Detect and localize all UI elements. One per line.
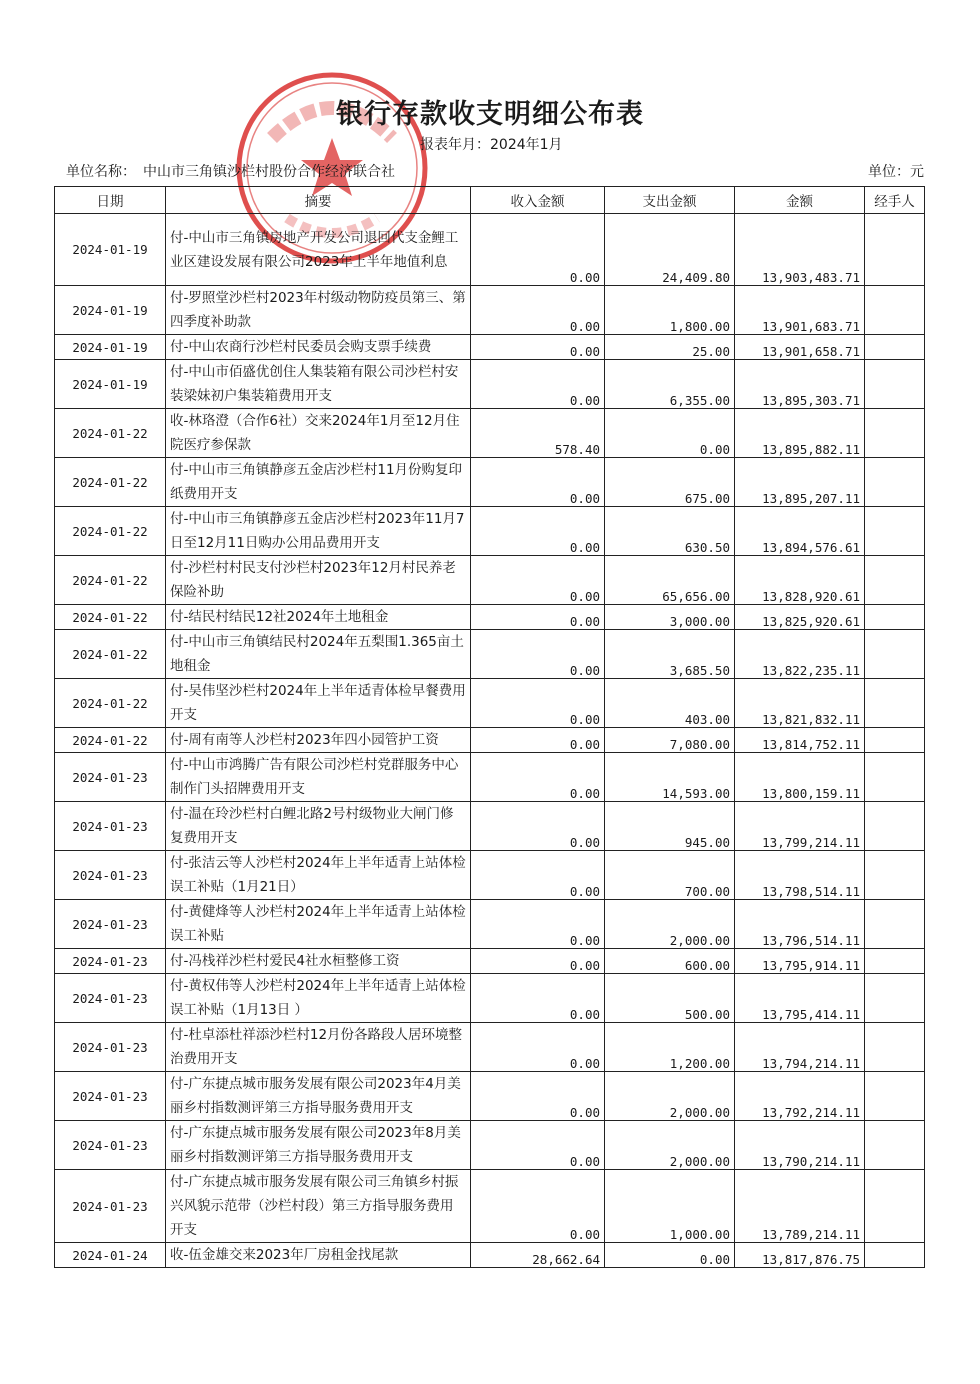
income-cell: 0.00 [471, 360, 605, 409]
expense-cell: 3,000.00 [605, 605, 735, 630]
balance-cell: 13,795,914.11 [735, 949, 865, 974]
col-income: 收入金额 [471, 187, 605, 214]
handler-cell [865, 630, 925, 679]
handler-cell [865, 1121, 925, 1170]
expense-cell: 25.00 [605, 335, 735, 360]
handler-cell [865, 605, 925, 630]
income-cell: 0.00 [471, 458, 605, 507]
table-row [55, 1243, 925, 1268]
summary-cell: 收-伍金雄交来2023年厂房租金找尾款 [166, 1243, 471, 1268]
summary-cell: 付-中山市鸿腾广告有限公司沙栏村党群服务中心制作门头招牌费用开支 [166, 753, 471, 802]
expense-cell: 675.00 [605, 458, 735, 507]
date-cell: 2024-01-22 [55, 728, 166, 753]
expense-cell: 403.00 [605, 679, 735, 728]
expense-cell: 1,000.00 [605, 1170, 735, 1243]
income-cell: 0.00 [471, 728, 605, 753]
table-row [55, 1170, 925, 1243]
summary-cell: 付-广东捷点城市服务发展有限公司2023年4月美丽乡村指数测评第三方指导服务费用开支 [166, 1072, 471, 1121]
table-row [55, 1023, 925, 1072]
balance-cell: 13,825,920.61 [735, 605, 865, 630]
balance-cell: 13,828,920.61 [735, 556, 865, 605]
balance-cell: 13,895,207.11 [735, 458, 865, 507]
table-row [55, 949, 925, 974]
balance-cell: 13,790,214.11 [735, 1121, 865, 1170]
balance-cell: 13,901,658.71 [735, 335, 865, 360]
balance-cell: 13,814,752.11 [735, 728, 865, 753]
handler-cell [865, 679, 925, 728]
summary-cell: 收-林珞澄（合作6社）交来2024年1月至12月住院医疗参保款 [166, 409, 471, 458]
expense-cell: 6,355.00 [605, 360, 735, 409]
expense-cell: 1,800.00 [605, 286, 735, 335]
handler-cell [865, 1072, 925, 1121]
balance-cell: 13,817,876.75 [735, 1243, 865, 1268]
date-cell: 2024-01-22 [55, 507, 166, 556]
income-cell: 0.00 [471, 974, 605, 1023]
balance-cell: 13,795,414.11 [735, 974, 865, 1023]
date-cell: 2024-01-23 [55, 949, 166, 974]
handler-cell [865, 556, 925, 605]
income-cell: 0.00 [471, 900, 605, 949]
date-cell: 2024-01-22 [55, 556, 166, 605]
balance-cell: 13,792,214.11 [735, 1072, 865, 1121]
table-row [55, 507, 925, 556]
table-row [55, 974, 925, 1023]
expense-cell: 3,685.50 [605, 630, 735, 679]
income-cell: 0.00 [471, 1023, 605, 1072]
balance-cell: 13,789,214.11 [735, 1170, 865, 1243]
income-cell: 0.00 [471, 335, 605, 360]
table-row [55, 679, 925, 728]
summary-cell: 付-沙栏村村民支付沙栏村2023年12月村民养老保险补助 [166, 556, 471, 605]
currency-unit: 单位：元 [868, 164, 924, 180]
balance-cell: 13,903,483.71 [735, 214, 865, 286]
table-row [55, 900, 925, 949]
date-cell: 2024-01-19 [55, 214, 166, 286]
table-row [55, 728, 925, 753]
expense-cell: 2,000.00 [605, 1121, 735, 1170]
unit-name: 单位名称： 中山市三角镇沙栏村股份合作经济联合社 [66, 164, 395, 180]
handler-cell [865, 1243, 925, 1268]
col-summary: 摘要 [166, 187, 471, 214]
date-cell: 2024-01-23 [55, 802, 166, 851]
handler-cell [865, 214, 925, 286]
summary-cell: 付-罗照堂沙栏村2023年村级动物防疫员第三、第四季度补助款 [166, 286, 471, 335]
summary-cell: 付-广东捷点城市服务发展有限公司2023年8月美丽乡村指数测评第三方指导服务费用开支 [166, 1121, 471, 1170]
handler-cell [865, 851, 925, 900]
income-cell: 0.00 [471, 214, 605, 286]
expense-cell: 24,409.80 [605, 214, 735, 286]
date-cell: 2024-01-24 [55, 1243, 166, 1268]
income-cell: 0.00 [471, 1072, 605, 1121]
expense-cell: 65,656.00 [605, 556, 735, 605]
handler-cell [865, 1023, 925, 1072]
income-cell: 28,662.64 [471, 1243, 605, 1268]
date-cell: 2024-01-23 [55, 851, 166, 900]
balance-cell: 13,796,514.11 [735, 900, 865, 949]
balance-cell: 13,901,683.71 [735, 286, 865, 335]
date-cell: 2024-01-23 [55, 1072, 166, 1121]
handler-cell [865, 507, 925, 556]
expense-cell: 700.00 [605, 851, 735, 900]
date-cell: 2024-01-22 [55, 630, 166, 679]
income-cell: 0.00 [471, 1170, 605, 1243]
summary-cell: 付-温在玲沙栏村白鲤北路2号村级物业大闸门修复费用开支 [166, 802, 471, 851]
balance-cell: 13,798,514.11 [735, 851, 865, 900]
balance-cell: 13,894,576.61 [735, 507, 865, 556]
expense-cell: 2,000.00 [605, 1072, 735, 1121]
table-row [55, 630, 925, 679]
handler-cell [865, 802, 925, 851]
handler-cell [865, 286, 925, 335]
date-cell: 2024-01-19 [55, 335, 166, 360]
report-period: 报表年月：2024年1月 [420, 137, 563, 153]
expense-cell: 7,080.00 [605, 728, 735, 753]
table-row [55, 605, 925, 630]
expense-cell: 14,593.00 [605, 753, 735, 802]
col-handler: 经手人 [865, 187, 925, 214]
date-cell: 2024-01-23 [55, 1170, 166, 1243]
handler-cell [865, 409, 925, 458]
summary-cell: 付-广东捷点城市服务发展有限公司三角镇乡村振兴风貌示范带（沙栏村段）第三方指导服务费用开支 [166, 1170, 471, 1243]
income-cell: 0.00 [471, 507, 605, 556]
balance-cell: 13,822,235.11 [735, 630, 865, 679]
income-cell: 0.00 [471, 679, 605, 728]
date-cell: 2024-01-22 [55, 679, 166, 728]
balance-cell: 13,799,214.11 [735, 802, 865, 851]
income-cell: 0.00 [471, 851, 605, 900]
table-row [55, 802, 925, 851]
handler-cell [865, 949, 925, 974]
ledger-table [54, 186, 925, 1268]
date-cell: 2024-01-22 [55, 409, 166, 458]
table-row [55, 1121, 925, 1170]
income-cell: 0.00 [471, 556, 605, 605]
handler-cell [865, 360, 925, 409]
date-cell: 2024-01-22 [55, 458, 166, 507]
summary-cell: 付-中山市佰盛优创住人集装箱有限公司沙栏村安装梁妹初户集装箱费用开支 [166, 360, 471, 409]
income-cell: 0.00 [471, 1121, 605, 1170]
summary-cell: 付-吴伟坚沙栏村2024年上半年适青体检早餐费用开支 [166, 679, 471, 728]
income-cell: 0.00 [471, 949, 605, 974]
summary-cell: 付-张洁云等人沙栏村2024年上半年适青上站体检误工补贴（1月21日） [166, 851, 471, 900]
handler-cell [865, 1170, 925, 1243]
date-cell: 2024-01-19 [55, 286, 166, 335]
balance-cell: 13,895,882.11 [735, 409, 865, 458]
table-row [55, 335, 925, 360]
summary-cell: 付-中山农商行沙栏村民委员会购支票手续费 [166, 335, 471, 360]
table-row [55, 556, 925, 605]
handler-cell [865, 753, 925, 802]
summary-cell: 付-结民村结民12社2024年土地租金 [166, 605, 471, 630]
balance-cell: 13,800,159.11 [735, 753, 865, 802]
col-balance: 金额 [735, 187, 865, 214]
date-cell: 2024-01-22 [55, 605, 166, 630]
expense-cell: 0.00 [605, 1243, 735, 1268]
summary-cell: 付-中山市三角镇房地产开发公司退回代支金鲤工业区建设发展有限公司2023年上半年地值利息 [166, 214, 471, 286]
summary-cell: 付-周有南等人沙栏村2023年四小园管护工资 [166, 728, 471, 753]
date-cell: 2024-01-23 [55, 900, 166, 949]
summary-cell: 付-黄权伟等人沙栏村2024年上半年适青上站体检误工补贴（1月13日 ） [166, 974, 471, 1023]
expense-cell: 0.00 [605, 409, 735, 458]
date-cell: 2024-01-19 [55, 360, 166, 409]
summary-cell: 付-杜卓添杜祥添沙栏村12月份各路段人居环境整治费用开支 [166, 1023, 471, 1072]
handler-cell [865, 458, 925, 507]
header-row [55, 187, 925, 214]
table-row [55, 753, 925, 802]
summary-cell: 付-中山市三角镇静彦五金店沙栏村2023年11月7日至12月11日购办公用品费用开支 [166, 507, 471, 556]
table-row [55, 851, 925, 900]
date-cell: 2024-01-23 [55, 1121, 166, 1170]
balance-cell: 13,895,303.71 [735, 360, 865, 409]
summary-cell: 付-中山市三角镇结民村2024年五梨围1.365亩土地租金 [166, 630, 471, 679]
col-expense: 支出金额 [605, 187, 735, 214]
expense-cell: 630.50 [605, 507, 735, 556]
summary-cell: 付-黄健烽等人沙栏村2024年上半年适青上站体检误工补贴 [166, 900, 471, 949]
expense-cell: 1,200.00 [605, 1023, 735, 1072]
col-date: 日期 [55, 187, 166, 214]
balance-cell: 13,794,214.11 [735, 1023, 865, 1072]
expense-cell: 2,000.00 [605, 900, 735, 949]
table-row [55, 286, 925, 335]
handler-cell [865, 728, 925, 753]
handler-cell [865, 900, 925, 949]
date-cell: 2024-01-23 [55, 974, 166, 1023]
expense-cell: 600.00 [605, 949, 735, 974]
expense-cell: 500.00 [605, 974, 735, 1023]
handler-cell [865, 974, 925, 1023]
handler-cell [865, 335, 925, 360]
income-cell: 0.00 [471, 630, 605, 679]
summary-cell: 付-中山市三角镇静彦五金店沙栏村11月份购复印纸费用开支 [166, 458, 471, 507]
date-cell: 2024-01-23 [55, 1023, 166, 1072]
table-row [55, 360, 925, 409]
income-cell: 0.00 [471, 753, 605, 802]
income-cell: 0.00 [471, 802, 605, 851]
income-cell: 0.00 [471, 286, 605, 335]
expense-cell: 945.00 [605, 802, 735, 851]
summary-cell: 付-冯栈祥沙栏村爱民4社水桓整修工资 [166, 949, 471, 974]
date-cell: 2024-01-23 [55, 753, 166, 802]
balance-cell: 13,821,832.11 [735, 679, 865, 728]
income-cell: 0.00 [471, 605, 605, 630]
table-row [55, 1072, 925, 1121]
income-cell: 578.40 [471, 409, 605, 458]
table-row [55, 458, 925, 507]
table-row [55, 409, 925, 458]
table-row [55, 214, 925, 286]
page-title: 银行存款收支明细公布表 [336, 99, 644, 130]
